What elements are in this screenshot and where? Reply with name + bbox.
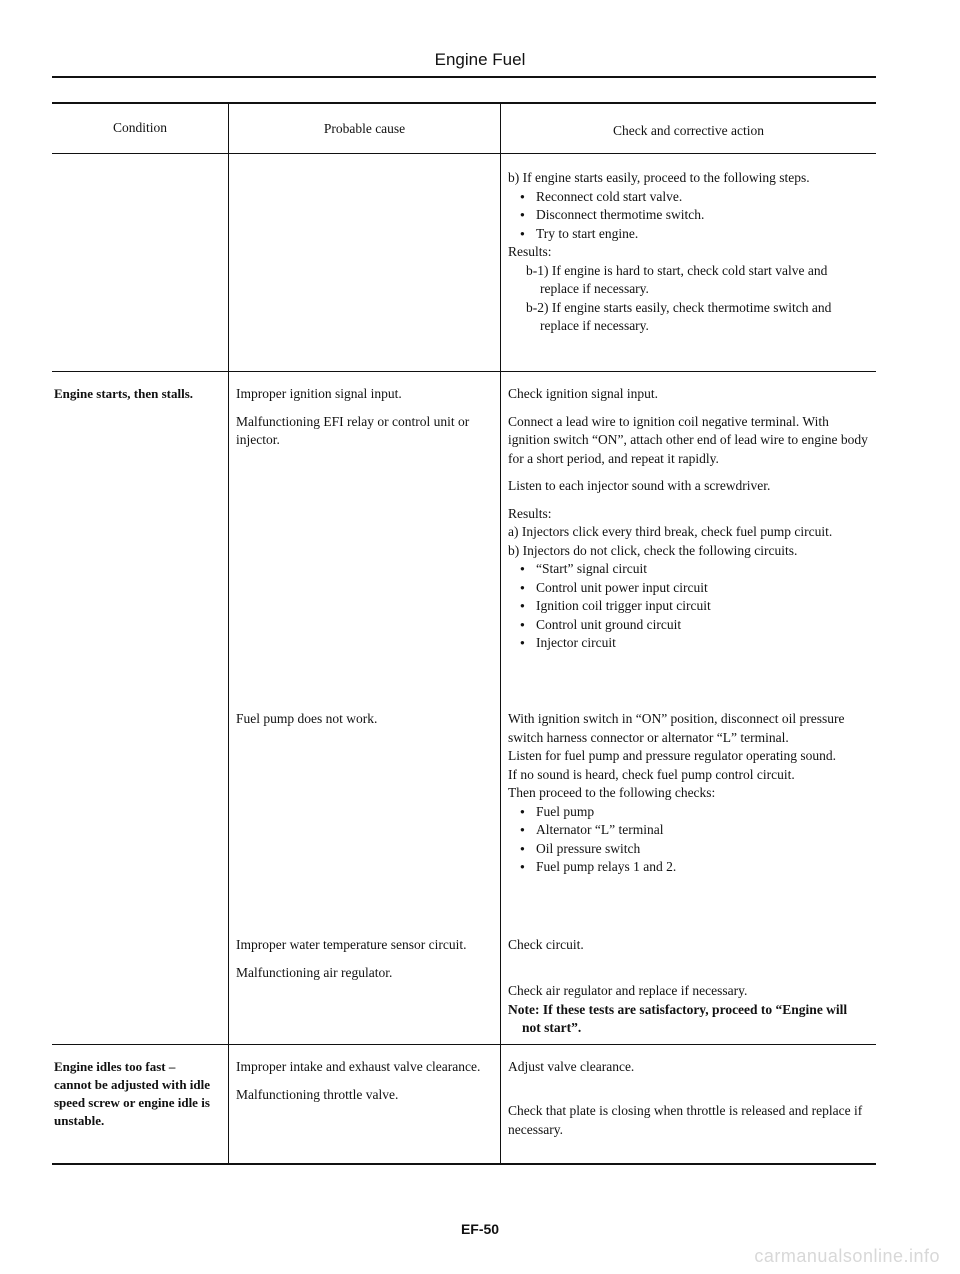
action-bullet: ● Fuel pump: [508, 803, 868, 822]
action-bullet: ● Try to start engine.: [508, 225, 868, 244]
header-rule: [52, 76, 876, 78]
row1-bottom-rule: [52, 1044, 876, 1045]
row2-action-group-1: [508, 1058, 868, 1077]
row2-cause-cell: [236, 1058, 492, 1113]
row1-cause-group-2: [236, 710, 492, 738]
action-bullet: ● Oil pressure switch: [508, 840, 868, 859]
results-label: Results:: [508, 505, 552, 521]
condition-engine-idles-too-fast: Engine idles too fast – cannot be adjusted with idle speed screw or engine idle is unstable.: [54, 1059, 211, 1128]
cause-item: Fuel pump does not work.: [236, 711, 378, 726]
action-text: Listen to each injector sound with a screwdriver.: [508, 478, 771, 493]
results-label: Results:: [508, 244, 552, 259]
result-b: b) Injectors do not click, check the following circuits.: [508, 542, 798, 558]
action-text: Check that plate is closing when throttle is released and replace if necessary.: [508, 1103, 863, 1137]
action-text: Connect a lead wire to ignition coil negative terminal. With ignition switch “ON”, attach other end of lead wire to engine body for a short period, and repeat it rapidly.: [508, 413, 868, 466]
action-bullet: ● Fuel pump relays 1 and 2.: [508, 858, 868, 877]
result-a: a) Injectors click every third break, check fuel pump circuit.: [508, 524, 833, 539]
action-bullet: ● Ignition coil trigger input circuit: [508, 597, 868, 616]
row0-action-cell: [508, 169, 868, 336]
action-text: If no sound is heard, check fuel pump control circuit.: [508, 766, 795, 782]
watermark: carmanualsonline.info: [754, 1246, 940, 1266]
column-header-condition: Condition: [112, 120, 167, 135]
row1-cause-group-3: [236, 936, 492, 991]
action-bullet: ● “Start” signal circuit: [508, 560, 868, 579]
row1-cause-group-1: [236, 385, 492, 459]
action-text: Then proceed to the following checks:: [508, 785, 716, 800]
action-text: Listen for fuel pump and pressure regulator operating sound.: [508, 748, 837, 763]
action-bullet: ● Alternator “L” terminal: [508, 821, 868, 840]
table-bottom-rule: [52, 1163, 876, 1165]
action-note: Note: If these tests are satisfactory, proceed to “Engine will not start”.: [508, 1001, 848, 1035]
cause-item: Improper water temperature sensor circuit.: [236, 937, 467, 952]
action-text: Check ignition signal input.: [508, 386, 658, 401]
cause-item: Improper intake and exhaust valve clearance.: [236, 1059, 481, 1074]
row1-action-group-1: [508, 385, 868, 653]
action-bullet: ● Injector circuit: [508, 634, 868, 653]
action-text: Adjust valve clearance.: [508, 1059, 635, 1074]
action-step-b: b) If engine starts easily, proceed to the following steps.: [508, 170, 810, 185]
column-divider-2: [500, 102, 501, 1164]
action-bullet: ● Control unit power input circuit: [508, 579, 868, 598]
cause-item: Malfunctioning air regulator.: [236, 964, 393, 980]
action-bullet: ● Control unit ground circuit: [508, 616, 868, 635]
action-text: Check air regulator and replace if necessary.: [508, 983, 748, 998]
header-bottom-rule: [52, 153, 876, 154]
column-header-probable-cause: Probable cause: [323, 121, 406, 136]
row1-action-group-2: [508, 710, 868, 877]
result-b2: b-2) If engine starts easily, check thermotime switch and replace if necessary.: [526, 299, 832, 333]
column-divider-1: [228, 102, 229, 1164]
action-bullet: ● Reconnect cold start valve.: [508, 188, 868, 207]
cause-item: Malfunctioning throttle valve.: [236, 1086, 399, 1102]
cause-item: Malfunctioning EFI relay or control unit or injector.: [236, 413, 470, 447]
cause-item: Improper ignition signal input.: [236, 386, 402, 401]
table-top-rule: [52, 102, 876, 104]
page-title: Engine Fuel: [434, 50, 526, 69]
row1-action-group-3: [508, 936, 868, 955]
action-bullet: ● Disconnect thermotime switch.: [508, 206, 868, 225]
page-number: EF-50: [460, 1221, 500, 1237]
result-b1: b-1) If engine is hard to start, check cold start valve and replace if necessary.: [526, 262, 828, 296]
action-text: Check circuit.: [508, 937, 584, 952]
row0-bottom-rule: [52, 371, 876, 372]
row1-action-group-4: [508, 982, 868, 1038]
condition-engine-starts-then-stalls: Engine starts, then stalls.: [54, 386, 194, 401]
row2-action-group-2: [508, 1102, 868, 1139]
action-text: With ignition switch in “ON” position, disconnect oil pressure switch harness connector or alternator “L” terminal.: [508, 711, 845, 745]
column-header-check-action: Check and corrective action: [612, 123, 765, 138]
